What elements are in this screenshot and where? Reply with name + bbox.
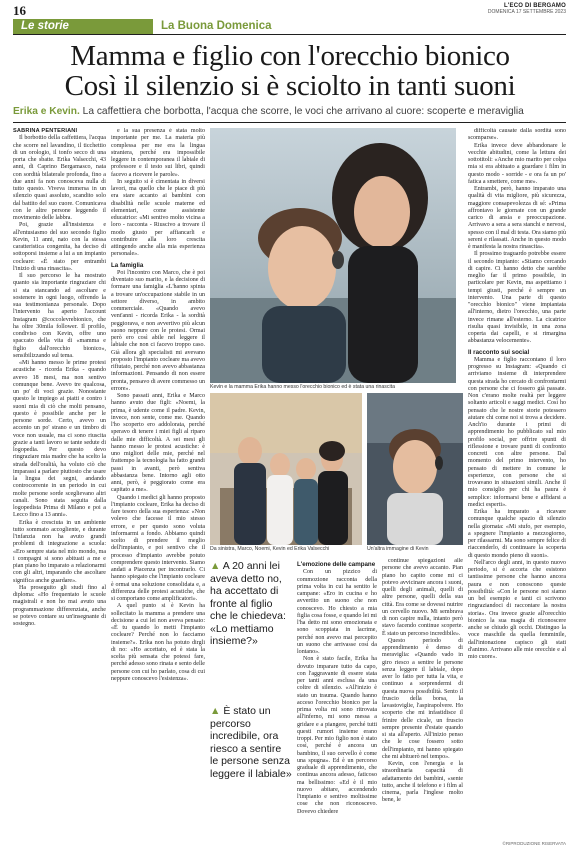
pull-quote-1 <box>210 560 292 648</box>
paragraph: Ha proseguito gli studi fino al diploma: «Ho frequentato le scuole magistrali e non ho mai avuto una programmazione differenziata, anche se potevo contare su un'insegnante di sostegno. <box>13 584 106 627</box>
article-column-5 <box>468 128 566 842</box>
masthead <box>488 3 566 15</box>
subheading-social: Il racconto sui social <box>468 348 530 356</box>
photo-family-image <box>210 393 362 545</box>
paragraph: Nell'arco degli anni, in questo nuovo periodo, si è accorta che esistono tantissime persone che hanno ancora paura e non conoscono queste possibilità: «Con le persone noi siamo un bel esempio e tanti ci scrivono ringraziandoci di raccontare la nostra storia». Ora invece grazie all'orecchio bionico la sua magia di riconoscere anche se chiudo gli occhi. Distinguo la voce maschile da quella femminile, dall'intonazione capisco gli stati d'animo. Arrivano alle mie orecchie e al mio cuore». <box>468 559 566 660</box>
photo-family <box>210 393 362 545</box>
paragraph: Questo periodo di apprendimento è denso di meraviglia: «Quando vado in giro riesco a sentire le persone senza leggere il labiale, dopo aver lo fatto per tutta la vita, e continuo a sorprendermi di questa nuova possibilità. Sento il fruscio della borsa, la lavastoviglie, l'aspirapolvere. Ho scoperto che mi infastidisce il frinire delle cicale, un fruscio sempre presente d'estate quando si sta all'aperto. All'inizio penso che le cose fossero sotto dell'impianto, mi hanno spiegato che mi abituerò nel tempo». <box>382 637 463 760</box>
triangle-icon: ▲ <box>210 560 221 572</box>
article-column-4 <box>382 558 463 842</box>
paragraph: Non è stato facile, Erika ha dovuto imparare tutto da capo, con l'aggravante di essere stata per tanti anni esclusa da una coltre di silenzio. «All'inizio è stato un trauma. Quando hanno acceso l'orecchio bionico per la prima volta mi sono ritrovata all'inferno, mi sono messa a gridare e a piangere, perché tutti questi rumori insieme erano troppi. Per mio figlio non è stato così, perché è ancora un bambino, il suo cervello è come una spugna». Ed è un percorso graduale di apprendimento, che continua ancora adesso, faticoso ma bellissimo: «Ed è il mio nuovo abitare, accendendo l'impianto e sentivo moltissime cose che non riconoscevo. Dovevo chiedere <box>297 656 377 815</box>
article-column-1 <box>13 128 106 842</box>
section-primary: Le storie <box>13 19 153 34</box>
caption-mother-son: Kevin e la mamma Erika hanno messo l'orecchio bionico ed è stata una rinascita <box>210 384 395 390</box>
paragraph: Il borbottio della caffettiera, l'acqua che scorre nel lavandino, il ticchettio di un orologio, il tonfo secco di una porta che sbatte. Erika Valsecchi, 43 anni, di Caprino Bergamasco, nata con sordità bilaterale profonda, fino a due anni fa non conosceva nulla di tutto questo. Viveva immersa in un silenzio quasi assoluto, scandito solo dal battito del suo cuore. Comunicava con le altre persone leggendo il movimento delle labbra. <box>13 135 106 221</box>
paragraph: Poi l'incontro con Marco, che è poi diventato suo marito, e la decisione di formare una famiglia «L'hanno spinta a trovare un'occupazione stabile in un settore diverso, in ambito commerciale. «Quando avevo vent'anni - ricorda Erika - la sordità peggiorava, e non avvertivo più alcun suono neppure con le protesi. Ormai però ero così abile nel leggere il labiale che non ci facevo troppo caso. Già allora gli specialisti mi avevano proposto l'impianto cocleare ma avevo rifiutato, perché non avevo abbastanza informazioni. Pensando di non essere pronta, pensavo di avere commesso un errore». <box>111 269 205 392</box>
article-column-3 <box>297 558 377 842</box>
paragraph: Erika è cresciuta in un ambiente tutto sommato accogliente, e durante l'infanzia non ha avuto grandi problemi di integrazione a scuola: «Ero sempre stata nel mio mondo, ma i compagni si sono abituati a me e pian piano ho imparato a relazionarmi con gli altri, imparando che ascoltare significa anche guardare». <box>13 519 106 584</box>
paragraph: Quando i medici gli hanno proposto l'impianto cocleare, Erika ha deciso di fare tesoro della sua esperienza: «Non volevo che facesse il mio stesso errore, e per questo sono voluta informarmi a fondo. Abbiamo quindi scelto di prendere il meglio dell'impianto, e poi sentivo che il processo d'impianto avrebbe potuto comprendere questo intervento. Siamo andati a Piacenza per incontrarlo. Ci hanno spiegato che l'impianto cocleare è ormai una soluzione consolidata e, a differenza delle protesi acustiche, che si comportano come amplificatori». <box>111 494 205 602</box>
article-column-2 <box>111 128 205 842</box>
newspaper-name: L'ECO DI BERGAMO <box>504 3 566 9</box>
photo-kevin <box>367 393 463 545</box>
paragraph: continue spiegazioni alle persone che avevo accanto. Pian piano ho capito come mi ci potevo avvicinare ancora i suoni, quelli degli animali, quelli di altre persone, quelli della sua città. Era come se dovessi nutrire un cervello nuovo. Mi sembrava di non capire nulla, intanto però stavo facendo continue scoperte. È stato un percorso incredibile». <box>382 558 463 637</box>
paragraph: Poi, grazie all'insistenza e all'entusiasmo del suo secondo figlio Kevin, 11 anni, nato con la stessa caratteristica congenita, ha deciso di sottoporsi insieme a lui a un impianto cocleare: «È stato per entrambi l'inizio di una rinascita». <box>13 222 106 272</box>
section-secondary: La Buona Domenica <box>153 19 566 34</box>
paragraph: Con un pizzico di commozione racconta della prima volta in cui ha sentito le campane: «Ero in cucina e ho avvertito un suono che non conoscevo. Ho chiesto a mia figlia cosa fosse, e quando lei mi l'ha detto mi sono emozionata e sono scoppiata in lacrime, perché non avevo mai percepito un suono che arrivasse così da lontano». <box>297 569 377 655</box>
photo-kevin-image <box>367 393 463 545</box>
paragraph: e la sua presenza è stata molto importante per me. La materia più complessa per me era la lingua straniera, perché era impossibile leggere in contemporanea il labiale di professore e il testo sui libri, quindi facevo a ricevere le parole». <box>111 128 205 178</box>
pull-quote-2 <box>210 705 292 780</box>
paragraph: In seguito si è cimentata in diversi lavori, ma quello che le piace di più era stare accanto ai bambini con disabilità nelle scuole materne ed elementari, come assistente educatrice: «Mi sentivo molto vicina a loro - racconta - Riuscivo a trovare il modo giusto per affiancarli e contribuire alla loro crescita attingendo anche alla mia esperienza personale». <box>111 178 205 258</box>
issue-date: DOMENICA 17 SETTEMBRE 2023 <box>487 8 566 15</box>
paragraph: Kevin, con l'energia e la straordinaria capacità di adattamento dei bambini, «sente tutto, anche il telefono e i film al cinema, parla l'inglese molto bene, le <box>382 761 463 804</box>
paragraph: «Mi hanno messo le prime protesi acustiche - ricorda Erika - quando avevo 18 mesi, ma non sentivo comunque bene. Avevo tre qualcosa, un po' di voci grazie. Nonostante questo le impiego ai piatti e contro i suoni mia di ciò che molti pensano, questo è possibile anche per le persone sorde. Certo, avevo un accento un po' strano e un timbro di voce non usuale, ma ci sono riuscita grazie a tanti lavoro se tante sedute di logopedia. Per questo devo ringraziare mia madre che ha scelto la strada dell'oralità, ha voluto ciò che imparassi a parlare piuttosto che usare la lingua dei segni, andando controcorrente in un periodo in cui molte persone sorde sceglievano altri canali. Sono stata seguita dalla logopedista Prima di Milano e poi a Lecco fino a 13 anni». <box>13 360 106 519</box>
section-bar <box>13 19 566 35</box>
paragraph: Il prossimo traguardo potrebbe essere il secondo impianto: «Stiamo cercando di capire. Ci hanno detto che sarebbe meglio far il primo possibile, in particolare per Kevin, ma aspettiamo i tempi giusti, perché è sempre un intervento. Una parte di questo "orecchio bionico" viene impiantata all'interno, dietro l'orecchio, una parte invece rimane all'esterno. La cicatrice risulta quasi invisibile, in una zona coperta dai capelli, e si rimargina abbastanza velocemente». <box>468 251 566 345</box>
subheadline <box>13 105 568 118</box>
subheadline-names: Erika e Kevin. <box>13 106 80 117</box>
photo-mother-son <box>210 128 456 383</box>
headline <box>30 41 550 101</box>
paragraph: Entrambi, però, hanno imparato una qualità di vita migliore, più sicurezza, maggiore consapevolezza di sé: «Prima affrontavo le giornate con un grande carico di ansia e preoccupazione. Arrivavo a sera a sera stanchi e nervosi, spesso con il mal di testa. Ora siamo più sereni e rilassati. Anche in questo modo è manifesta la nostra rinascita». <box>468 186 566 250</box>
triangle-icon: ▲ <box>210 705 221 717</box>
paragraph: Il suo percorso le ha mostrato quanto sia importante ringraziare chi si sta stancando ad ascoltare e sostenere in ogni luogo, offrendo la sua testimonianza personale. Dopo l'intervento ha aperto l'account Instagram @coccolevrebionico, che ha oltre 30mila follower. Il profilo, condiviso con Kevin, offre uno spaccato della vita di «mamma e figlio dall'orecchio bionico», sensibilizzando sul tema. <box>13 273 106 359</box>
paragraph: Erika ha imparato a ricavare comunque qualche spazio di silenzio nella giornata: «Mi stufo, per esempio, a spegnere l'impianto a mezzogiorno, per rilassarmi. Ma sono sempre felice di riaccenderlo, di continuare la scoperta di questo mondo pieno di suoni». <box>468 509 566 559</box>
copyright-notice: ©RIPRODUZIONE RISERVATA <box>502 841 566 846</box>
subheadline-text: La caffettiera che borbotta, l'acqua che scorre, le voci che arrivano al cuore: scoperte e meraviglia <box>79 106 524 117</box>
header-rule <box>13 122 566 123</box>
page-number: 16 <box>13 3 26 18</box>
pull-quote-1-text: A 20 anni lei aveva detto no, ha accettato di fronte al figlio che le chiedeva: «Lo mettiamo insieme?» <box>210 560 286 647</box>
headline-line-1: Mamma e figlio con l'orecchio bionico <box>70 40 510 72</box>
photo-mother-son-image <box>210 128 456 383</box>
subheading-bells: L'emozione delle campane <box>297 561 376 568</box>
paragraph: A quel punto si è Kevin ha sollecitato la mamma a prendere una decisione a cui lei non aveva pensato: «È tu quando lo metti l'impianto cocleare? Perché non lo facciamo insieme?». Erika non ha potuto dirgli di no: «Ho accettato, ed è stata la scelta più sensata che potessi fare, perché adesso sono rinata e sento delle persone con cui ho parlato, cosa di cui neppure conoscevo l'esistenza». <box>111 603 205 682</box>
subheading-family: La famiglia <box>111 261 144 269</box>
caption-kevin: Un'altra immagine di Kevin <box>367 546 429 552</box>
paragraph: Mamma e figlio raccontano il loro progresso su Instagram: «Quando ci arriviamo insieme di interprendere questa strada ho cercato di confrontarmi con persone che ci fossero già passate. Non c'erano molte realtà per leggere soltanto articoli e saggi medici. Così ho pensato che le nostre storie potessero aiutare chi come noi si trova a decidere. Anch'io durante i primi di apprendimento ho pubblicato sul mio profilo social, per offrire spunti di riflessione e trovare punti di confronto concreti con altre persone. Dal momento del primo intervento, ho pensato di mettere in comune le esperienze, con persone che si trovavano in situazioni simili. Anche il mio consiglio per chi ha paura è semplice: informarsi bene e affidarsi a medici esperti». <box>468 356 566 508</box>
paragraph: Sono passati anni, Erika e Marco hanno avuto due figli: «Noemi, la prima, è udente come il padre. Kevin, invece, non sente, come me. Quando l'ho scoperto ero addolorata, perché speravo di tenere i miei figli al riparo dalle mie difficoltà. A sei mesi gli hanno messo le protesi acustiche: è uno migliori delle mie, perché nel frattempo la tecnologia ha fatto grandi passi in avanti, però sentiva abbastanza bene. Intorno agli otto anni, però, è peggiorato come era capitato a me». <box>111 393 205 494</box>
headline-line-2: Così il silenzio si è sciolto in tanti suoni <box>64 70 516 102</box>
caption-family: Da sinistra, Marco, Noemi, Kevin ed Erika Valsecchi <box>210 546 330 552</box>
paragraph: difficoltà causate dalla sordità sono scomparse». <box>468 128 566 142</box>
paragraph: Erika invece deve abbandonare le vecchie abitudini, come la lettura dei sottotitoli: «Anche mio marito per colpa mia si era abituato a guardare i film in questo modo - sorride - e ora fa un po' fatica a smettere, come me». <box>468 142 566 185</box>
byline: SABRINA PENTERIANI <box>13 128 78 134</box>
pull-quote-2-text: È stato un percorso incredibile, ora riesco a sentire le persone senza leggere il labiale» <box>210 705 292 780</box>
